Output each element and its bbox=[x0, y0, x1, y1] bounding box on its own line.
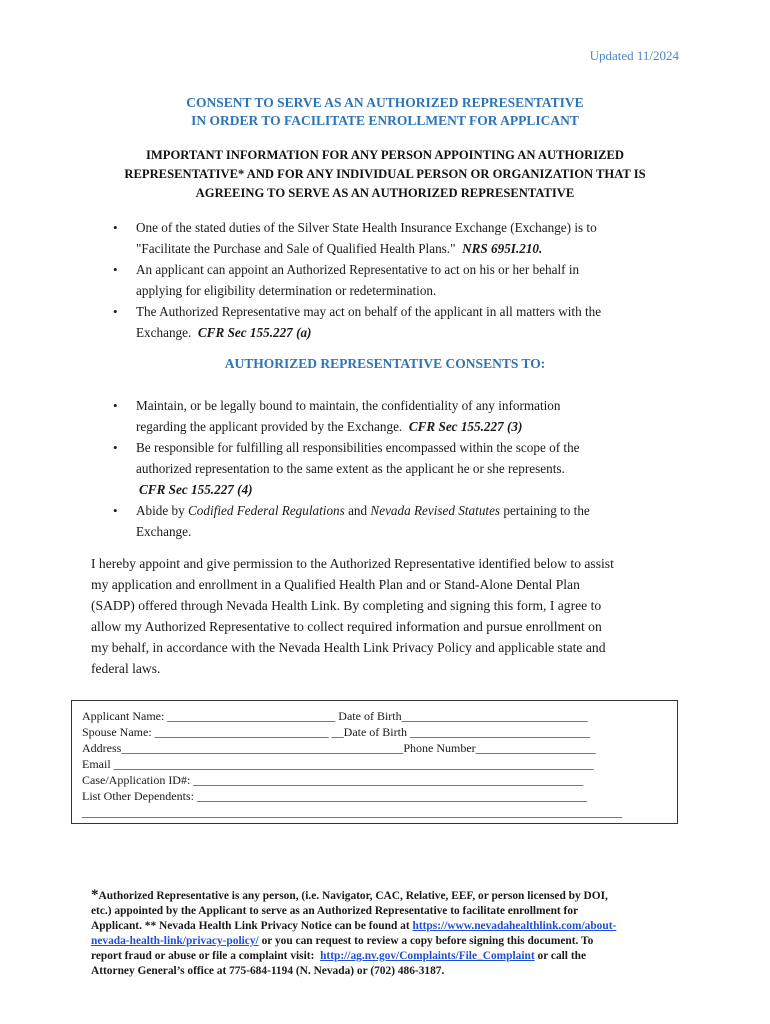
info-bullet-3-text: Exchange. bbox=[136, 325, 192, 340]
paragraph-line: (SADP) offered through Nevada Health Link. By completing and signing this form, I agree to bbox=[91, 598, 602, 613]
privacy-policy-link-continued[interactable]: nevada-health-link/privacy-policy/ bbox=[91, 935, 259, 947]
footnote-line-6: Attorney General’s office at 775-684-1194 (N. Nevada) or (702) 486-3187. bbox=[91, 965, 445, 977]
footnote-line-4 bbox=[91, 935, 593, 947]
asterisk: * bbox=[91, 887, 99, 903]
consent-bullet-1-line-1: Maintain, or be legally bound to maintain, the confidentiality of any information bbox=[136, 398, 561, 413]
nrs-reference: Nevada Revised Statutes bbox=[370, 503, 501, 518]
cfr-reference: Codified Federal Regulations bbox=[188, 503, 345, 518]
info-bullet-3-line-2 bbox=[136, 324, 311, 341]
citation: CFR Sec 155.227 (4) bbox=[139, 482, 253, 497]
info-bullet-1-text: "Facilitate the Purchase and Sale of Qualified Health Plans." bbox=[136, 241, 456, 256]
footnote-line-1 bbox=[91, 887, 608, 904]
footnote-text: report fraud or abuse or file a complaint visit: bbox=[91, 950, 315, 962]
footnote-line-2: etc.) appointed by the Applicant to serve as an Authorized Representative to facilitate enrollment for bbox=[91, 905, 579, 917]
info-bullet-3-line-1: The Authorized Representative may act on behalf of the applicant in all matters with the bbox=[136, 304, 602, 319]
other-dependents-field[interactable]: List Other Dependents: _________________________________________________________________ bbox=[82, 789, 587, 803]
privacy-policy-link[interactable]: https://www.nevadahealthlink.com/about- bbox=[412, 920, 617, 932]
case-id-field[interactable]: Case/Application ID#: _________________________________________________________________ bbox=[82, 773, 584, 787]
footnote-text: or you can request to review a copy before signing this document. To bbox=[261, 935, 594, 947]
bullet-icon: • bbox=[113, 262, 118, 277]
citation: CFR Sec 155.227 (3) bbox=[408, 419, 523, 434]
bullet-icon: • bbox=[113, 398, 118, 413]
bullet-icon: • bbox=[113, 304, 118, 319]
citation: NRS 695I.210. bbox=[462, 241, 543, 256]
dependents-continuation-line[interactable]: __________________________________________________________________________________________ bbox=[82, 805, 622, 819]
complaint-link[interactable]: http://ag.nv.gov/Complaints/File_Complaint bbox=[320, 950, 535, 962]
consent-bullet-2-line-1: Be responsible for fulfilling all responsibilities encompassed within the scope of the bbox=[136, 440, 580, 455]
applicant-name-field[interactable]: Applicant Name: ____________________________ Date of Birth_______________________________ bbox=[82, 709, 588, 723]
info-bullet-1-line-1: One of the stated duties of the Silver State Health Insurance Exchange (Exchange) is to bbox=[136, 220, 597, 235]
info-bullet-2-line-1: An applicant can appoint an Authorized Representative to act on his or her behalf in bbox=[136, 262, 580, 277]
important-info-line-2: REPRESENTATIVE* AND FOR ANY INDIVIDUAL PERSON OR ORGANIZATION THAT IS bbox=[124, 167, 646, 181]
consent-bullet-3-line-2: Exchange. bbox=[136, 524, 192, 539]
paragraph-line: federal laws. bbox=[91, 661, 161, 676]
paragraph-line: my application and enrollment in a Qualified Health Plan and or Stand-Alone Dental Plan bbox=[91, 577, 580, 592]
important-info-line-1: IMPORTANT INFORMATION FOR ANY PERSON APPOINTING AN AUTHORIZED bbox=[145, 148, 625, 162]
document-title-line-1: CONSENT TO SERVE AS AN AUTHORIZED REPRESENTATIVE bbox=[186, 95, 584, 110]
consent-bullet-3-text-end: pertaining to the bbox=[503, 503, 590, 518]
footnote-text: Authorized Representative is any person, (i.e. Navigator, CAC, Relative, EEF, or person licensed by DOI, bbox=[98, 890, 608, 902]
updated-date: Updated 11/2024 bbox=[589, 48, 679, 63]
info-bullet-1-line-2 bbox=[136, 240, 542, 257]
paragraph-line: I hereby appoint and give permission to the Authorized Representative identified below to assist bbox=[91, 556, 614, 571]
consents-heading: AUTHORIZED REPRESENTATIVE CONSENTS TO: bbox=[224, 356, 546, 371]
important-info-line-3: AGREEING TO SERVE AS AN AUTHORIZED REPRESENTATIVE bbox=[195, 186, 575, 200]
address-phone-field[interactable]: Address_______________________________________________Phone Number____________________ bbox=[82, 741, 596, 755]
footnote-line-5 bbox=[91, 950, 586, 962]
bullet-icon: • bbox=[113, 220, 118, 235]
bullet-icon: • bbox=[113, 440, 118, 455]
paragraph-line: allow my Authorized Representative to collect required information and pursue enrollment on bbox=[91, 619, 602, 634]
consent-bullet-2-line-2: authorized representation to the same extent as the applicant he or she represents. bbox=[136, 461, 565, 476]
citation: CFR Sec 155.227 (a) bbox=[197, 325, 312, 340]
footnote-line-3 bbox=[91, 920, 616, 932]
footnote-text: Applicant. ** Nevada Health Link Privacy Notice can be found at bbox=[91, 920, 410, 932]
consent-bullet-1-text: regarding the applicant provided by the Exchange. bbox=[136, 419, 403, 434]
document-title-line-2: IN ORDER TO FACILITATE ENROLLMENT FOR APPLICANT bbox=[191, 113, 579, 128]
info-bullet-2-line-2: applying for eligibility determination or redetermination. bbox=[136, 283, 437, 298]
email-field[interactable]: Email ________________________________________________________________________________ bbox=[82, 757, 594, 771]
consent-bullet-1-line-2 bbox=[136, 418, 522, 435]
consent-bullet-3-line-1 bbox=[136, 502, 590, 519]
paragraph-line: my behalf, in accordance with the Nevada Health Link Privacy Policy and applicable state and bbox=[91, 640, 606, 655]
consent-bullet-3-text: Abide by bbox=[136, 503, 185, 518]
footnote-text: or call the bbox=[537, 950, 587, 962]
conjunction: and bbox=[348, 503, 368, 518]
bullet-icon: • bbox=[113, 503, 118, 518]
spouse-name-field[interactable]: Spouse Name: _____________________________ __Date of Birth ______________________________ bbox=[82, 725, 590, 739]
